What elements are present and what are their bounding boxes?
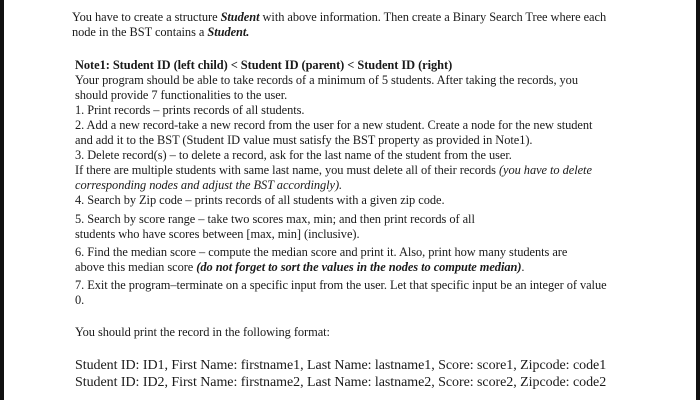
item-median-score: 6. Find the median score – compute the median score and print it. Also, print how many students are xyxy=(75,245,568,259)
record-format-line: Student ID: ID2, First Name: firstname2, Last Name: lastname2, Score: score2, Zipcode: code2 xyxy=(75,375,607,390)
intro-text: node in the BST contains a xyxy=(72,25,208,39)
italic-note: (you have to delete xyxy=(498,163,592,177)
bold-italic-note: (do not forget to sort the values in the nodes to compute median) xyxy=(196,260,522,274)
body-text: If there are multiple students with same last name, you must delete all of their records xyxy=(75,163,499,177)
item-delete-record: 3. Delete record(s) – to delete a record, ask for the last name of the student from the user. xyxy=(75,148,512,162)
item-exit-program: 7. Exit the program–terminate on a specific input from the user. Let that specific input be an integer of value xyxy=(75,278,607,292)
intro-line-1 xyxy=(72,10,606,25)
intro-text: You have to create a structure xyxy=(72,10,221,24)
format-instruction: You should print the record in the following format: xyxy=(75,325,330,339)
body-text: . xyxy=(521,260,525,274)
body-text: above this median score xyxy=(75,260,197,274)
student-struct-name: Student. xyxy=(207,25,250,39)
item-median-score-cont xyxy=(75,260,524,275)
intro-line-2 xyxy=(72,25,249,40)
intro-text: with above information. Then create a Binary Search Tree where each xyxy=(259,10,607,24)
left-border-bar xyxy=(0,0,4,400)
record-format-line: Student ID: ID1, First Name: firstname1, Last Name: lastname1, Score: score1, Zipcode: code1 xyxy=(75,358,607,373)
body-line: Your program should be able to take records of a minimum of 5 students. After taking the records, you xyxy=(75,73,578,87)
body-line: should provide 7 functionalities to the user. xyxy=(75,88,288,102)
right-border-bar xyxy=(696,0,700,400)
item-delete-record-note: corresponding nodes and adjust the BST accordingly). xyxy=(75,178,343,192)
item-search-score: 5. Search by score range – take two scores max, min; and then print records of all xyxy=(75,212,475,226)
student-struct-name: Student xyxy=(220,10,260,24)
item-exit-program-cont: 0. xyxy=(75,293,85,307)
item-print-records: 1. Print records – prints records of all students. xyxy=(75,103,305,117)
item-delete-record-cont xyxy=(75,163,592,178)
item-add-record-cont: and add it to the BST (Student ID value must satisfy the BST property as provided in Note1). xyxy=(75,133,533,147)
item-search-score-cont: students who have scores between [max, min] (inclusive). xyxy=(75,227,360,241)
item-search-zip: 4. Search by Zip code – prints records of all students with a given zip code. xyxy=(75,193,445,207)
note1-heading: Note1: Student ID (left child) < Student ID (parent) < Student ID (right) xyxy=(75,58,453,72)
item-add-record: 2. Add a new record-take a new record from the user for a new student. Create a node for the new student xyxy=(75,118,593,132)
